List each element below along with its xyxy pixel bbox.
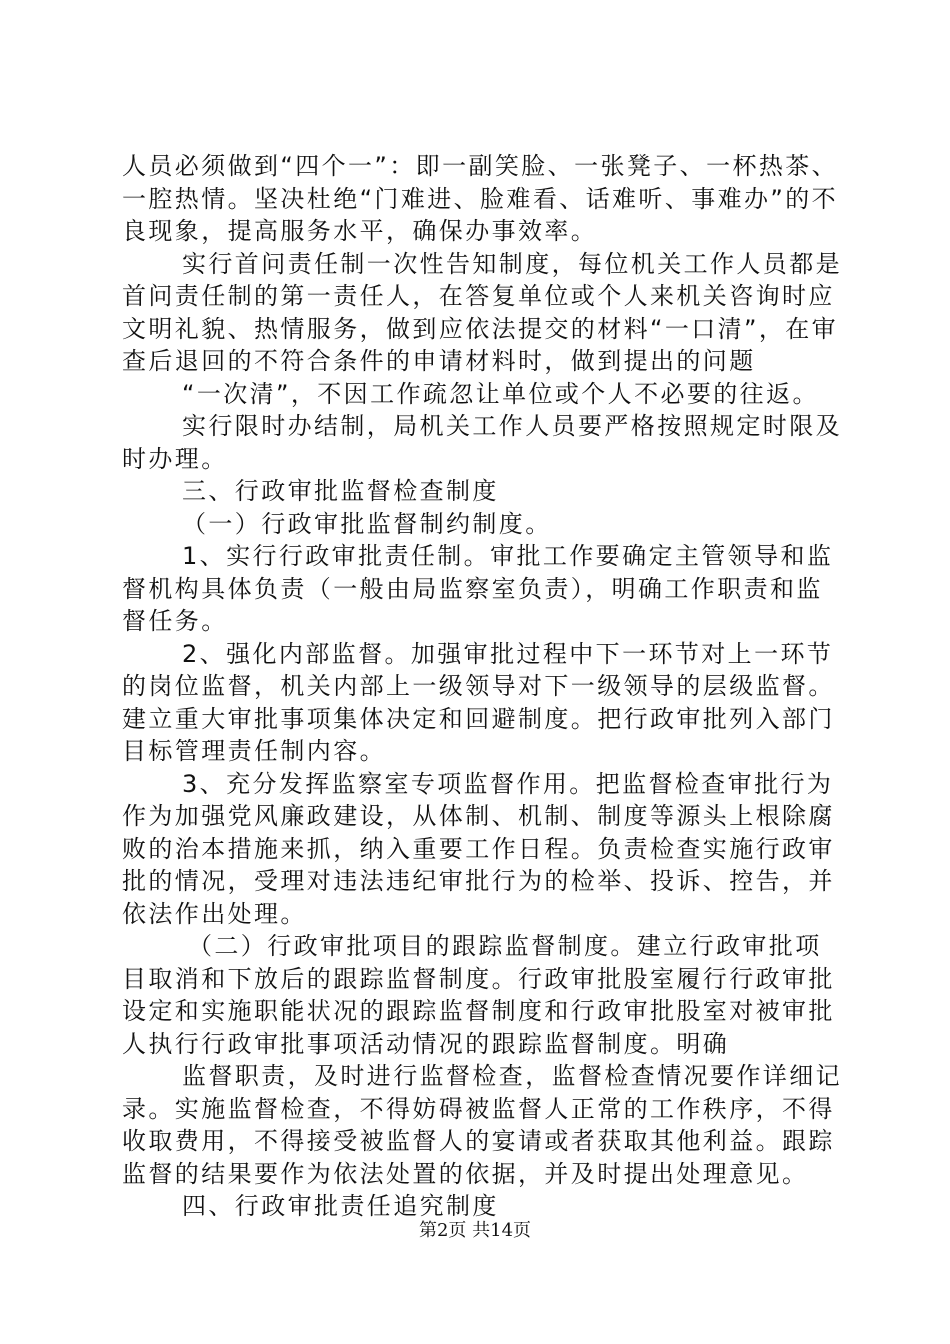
paragraph-service-requirements: 人员必须做到“四个一”：即一副笑脸、一张凳子、一杯热茶、一腔热情。坚决杜绝“门难进、脸难看、话难听、事难办”的不良现象，提高服务水平，确保办事效率。 <box>122 152 839 245</box>
subsection-heading-restriction: （一）行政审批监督制约制度。 <box>182 509 552 538</box>
paragraph-item-3: 3、充分发挥监察室专项监督作用。把监督检查审批行为作为加强党风廉政建设，从体制、机制、制度等源头上根除腐败的治本措施来抓，纳入重要工作日程。负责检查实施行政审批的情况，受理对违法违纪审批行为的检举、投诉、控告，并依法作出处理。 <box>122 769 835 928</box>
paragraph-tracking-supervision: （二）行政审批项目的跟踪监督制度。建立行政审批项目取消和下放后的跟踪监督制度。行政审批股室履行行政审批设定和实施职能状况的跟踪监督制度和行政审批股室对被审批人执行行政审批事项活动情况的跟踪监督制度。明确 <box>122 932 835 1058</box>
page-number-footer: 第2页 共14页 <box>418 1220 532 1241</box>
paragraph-time-limit: 实行限时办结制，局机关工作人员要严格按照规定时限及时办理。 <box>122 412 842 473</box>
paragraph-first-inquiry-responsibility: 实行首问责任制一次性告知制度，每位机关工作人员都是首问责任制的第一责任人，在答复单位或个人来机关咨询时应文明礼貌、热情服务，做到应依法提交的材料“一口清”，在审查后退回的不符合条件的申请材料时，做到提出的问题 <box>122 249 842 375</box>
paragraph-one-time-clear: “一次清”，不因工作疏忽让单位或个人不必要的往返。 <box>182 379 819 408</box>
section-heading-supervision: 三、行政审批监督检查制度 <box>182 477 499 505</box>
paragraph-item-2: 2、强化内部监督。加强审批过程中下一环节对上一环节的岗位监督，机关内部上一级领导对下一级领导的层级监督。建立重大审批事项集体决定和回避制度。把行政审批列入部门目标管理责任制内容。 <box>122 639 835 765</box>
section-heading-accountability: 四、行政审批责任追究制度 <box>182 1192 499 1220</box>
paragraph-item-1: 1、实行行政审批责任制。审批工作要确定主管领导和监督机构具体负责（一般由局监察室负责），明确工作职责和监督任务。 <box>122 542 834 635</box>
document-body <box>122 150 842 1223</box>
paragraph-supervision-duties: 监督职责，及时进行监督检查，监督检查情况要作详细记录。实施监督检查，不得妨碍被监督人正常的工作秩序，不得收取费用，不得接受被监督人的宴请或者获取其他利益。跟踪监督的结果要作为依法处置的依据，并及时提出处理意见。 <box>122 1062 842 1188</box>
